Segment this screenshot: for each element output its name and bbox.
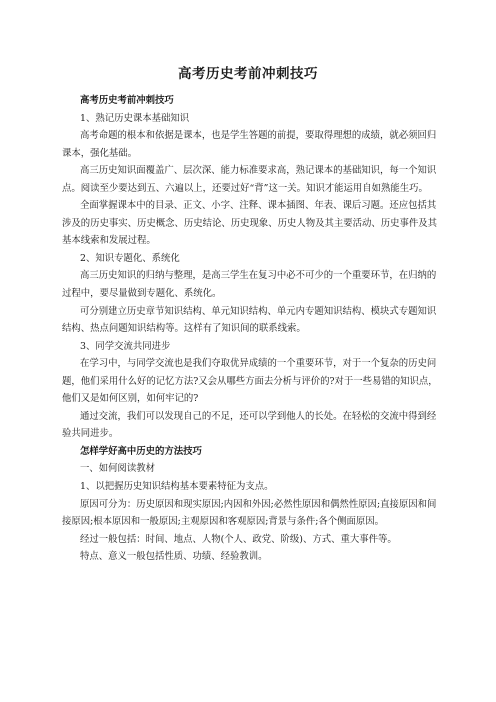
subheading: 3、同学交流共同进步	[80, 340, 171, 352]
body-paragraph: 高三历史知识的归纳与整理，是高三学生在复习中必不可少的一个重要环节，在归纳的过程中，要尽量做到专题化、系统化。	[62, 270, 437, 300]
body-paragraph: 原因可分为：历史原因和现实原因;内因和外因;必然性原因和偶然性原因;直接原因和间接原因;根本原因和一般原因;主观原因和客观原因;背景与条件;各个侧面原因。	[62, 498, 437, 528]
subheading: 1、以把握历史知识结构基本要素特征为支点。	[80, 481, 274, 493]
subheading: 一、如何阅读教材	[80, 463, 156, 475]
body-paragraph: 特点、意义一般包括性质、功绩、经验教训。	[80, 551, 268, 563]
section-heading: 高考历史考前冲刺技巧	[80, 95, 174, 106]
subheading: 1、熟记历史课本基础知识	[80, 112, 190, 124]
body-paragraph: 高三历史知识面覆盖广、层次深、能力标准要求高，熟记课本的基础知识，每一个知识点。阅读至少要达到五、六遍以上，还要过好“背”这一关。知识才能运用自如熟能生巧。	[62, 165, 437, 194]
body-paragraph: 在学习中，与同学交流也是我们夺取优异成绩的一个重要环节，对于一个复杂的历史问题，他们采用什么好的记忆方法?又会从哪些方面去分析与评价的?对于一些易错的知识点，他们又是如何区别，如何牢记的?	[62, 358, 438, 405]
document-title: 高考历史考前冲刺技巧	[178, 66, 318, 82]
body-paragraph: 通过交流，我们可以发现自己的不足，还可以学到他人的长处。在轻松的交流中得到经验共同进步。	[62, 410, 437, 440]
body-paragraph: 全面掌握课本中的目录、正文、小字、注释、课本插图、年表、课后习题。还应包括其涉及的历史事实、历史概念、历史结论、历史现象、历史人物及其主要活动、历史事件及其基本线索和发展过程。	[62, 200, 438, 247]
body-paragraph: 可分别建立历史章节知识结构、单元知识结构、单元内专题知识结构、模块式专题知识结构、热点问题知识结构等。这样有了知识间的联系线索。	[62, 305, 437, 335]
subheading: 2、知识专题化、系统化	[80, 252, 180, 264]
body-paragraph: 经过一般包括：时间、地点、人物(个人、政党、阶级)、方式、重大事件等。	[80, 533, 397, 545]
body-paragraph: 高考命题的根本和依据是课本，也是学生答题的前提，要取得理想的成绩，就必须回归课本，强化基础。	[62, 130, 437, 159]
section-heading: 怎样学好高中历史的方法技巧	[80, 445, 202, 457]
document-body	[62, 92, 440, 566]
